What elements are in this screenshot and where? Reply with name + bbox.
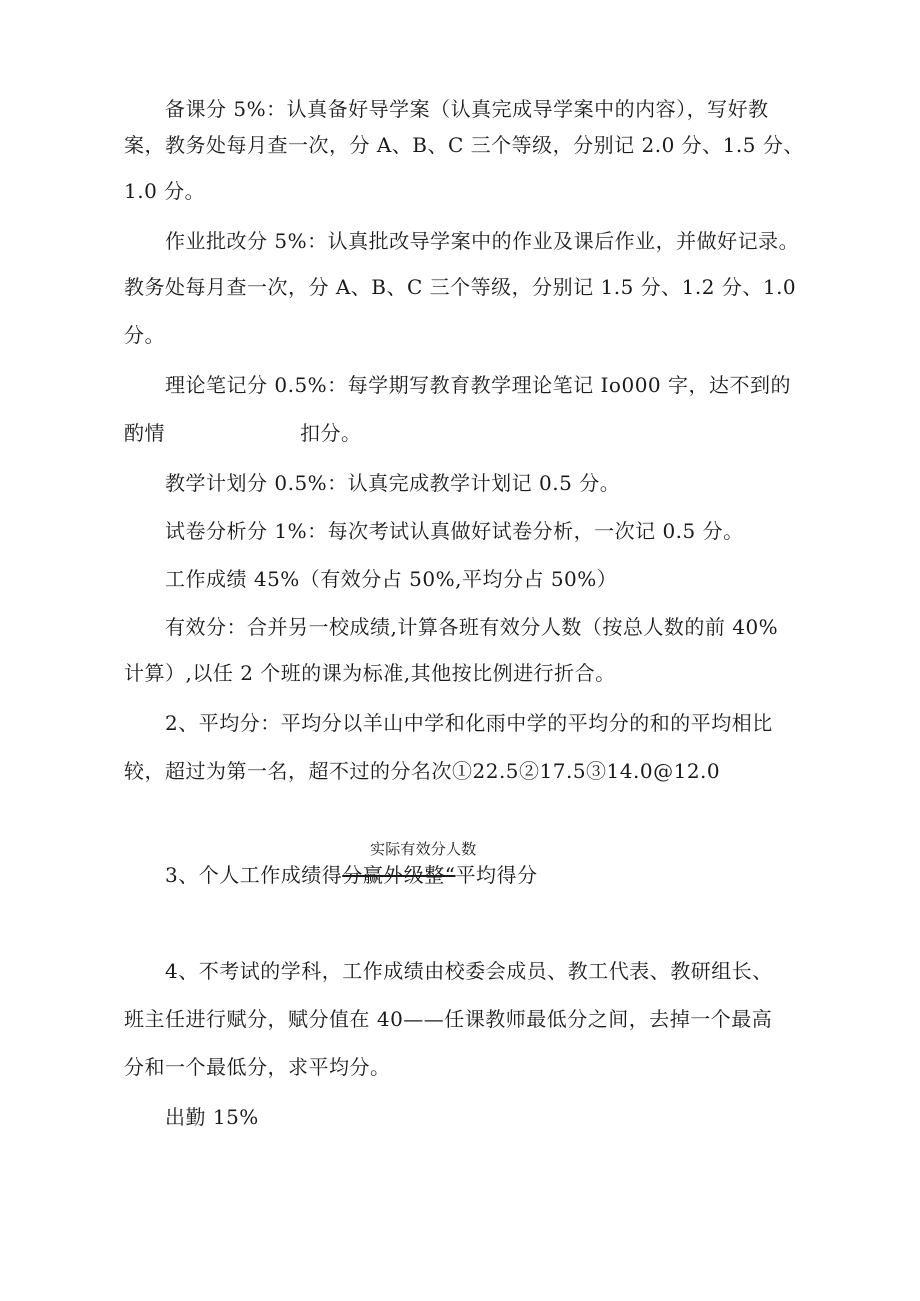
p3-line2-end: 扣分。 — [300, 421, 362, 445]
p7-line1: 有效分：合并另一校成绩,计算各班有效分人数（按总人数的前 40% — [165, 615, 779, 639]
p1-line1: 备课分 5%：认真备好导学案（认真完成导学案中的内容），写好教 — [165, 97, 769, 121]
p2-line1: 作业批改分 5%：认真批改导学案中的作业及课后作业，并做好记录。 — [165, 229, 800, 253]
p9-suffix: 平均得分 — [455, 863, 538, 887]
p8-line2: 较，超过为第一名，超不过的分名次①22.5②17.5③14.0@12.0 — [124, 759, 721, 783]
p8-line1: 2、平均分：平均分以羊山中学和化雨中学的平均分的和的平均相比 — [165, 711, 773, 735]
p2-line2: 教务处每月查一次，分 A、B、C 三个等级，分别记 1.5 分、1.2 分、1.0 — [124, 275, 797, 299]
p10-line2: 班主任进行赋分，赋分值在 40——任课教师最低分之间，去掉一个最高 — [124, 1007, 773, 1031]
formula-numerator-label: 实际有效分人数 — [370, 840, 477, 858]
p3-line1: 理论笔记分 0.5%：每学期写教育教学理论笔记 Io000 字，达不到的 — [165, 373, 791, 397]
p2-line3: 分。 — [124, 323, 165, 347]
p9-line1 — [165, 862, 537, 888]
p4-line1: 教学计划分 0.5%：认真完成教学计划记 0.5 分。 — [165, 471, 621, 495]
p3-line2-start: 酌情 — [124, 421, 165, 445]
p6-line1: 工作成绩 45%（有效分占 50%,平均分占 50%） — [165, 567, 618, 591]
p10-line3: 分和一个最低分，求平均分。 — [124, 1055, 391, 1079]
p10-line1: 4、不考试的学科，工作成绩由校委会成员、教工代表、教研组长、 — [165, 959, 773, 983]
p5-line1: 试卷分析分 1%：每次考试认真做好试卷分析，一次记 0.5 分。 — [165, 519, 744, 543]
p9-struck-text: 分赢外级整“ — [342, 863, 456, 887]
p7-line2: 计算）,以任 2 个班的课为标准,其他按比例进行折合。 — [124, 661, 616, 685]
p1-line2: 案，教务处每月查一次，分 A、B、C 三个等级，分别记 2.0 分、1.5 分、 — [124, 133, 804, 157]
p9-prefix: 3、个人工作成绩得 — [165, 863, 343, 887]
p1-line3: 1.0 分。 — [124, 179, 206, 203]
p11-line1: 出勤 15% — [165, 1105, 259, 1129]
